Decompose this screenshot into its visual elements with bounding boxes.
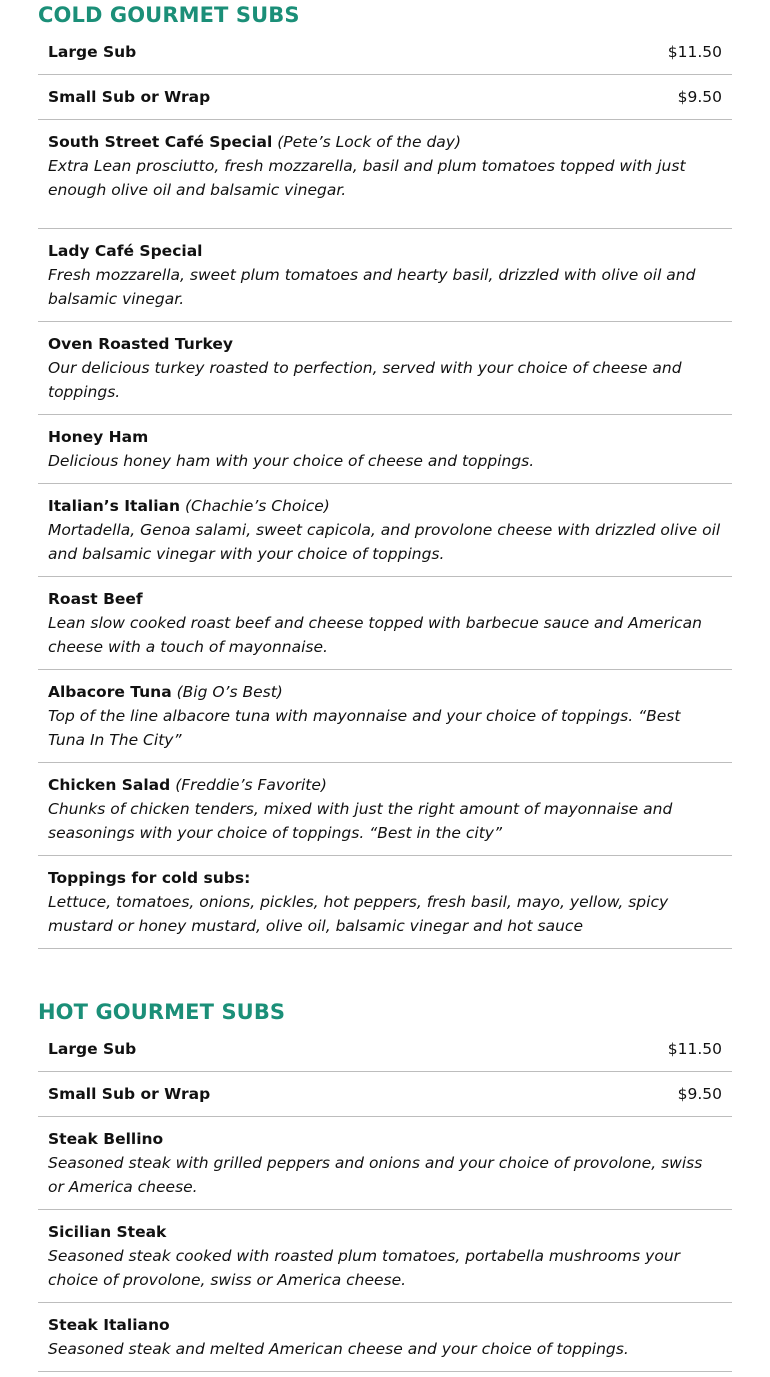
item-description: Chunks of chicken tenders, mixed with just the right amount of mayonnaise and seasonings with your choice of toppings. “Best in the city” [48, 800, 673, 842]
price-row [38, 30, 732, 75]
item-name: Oven Roasted Turkey [48, 335, 233, 353]
price-value: $9.50 [677, 1085, 722, 1103]
price-row-name: Large Sub [48, 1040, 137, 1058]
menu-item [38, 229, 732, 322]
item-name: Honey Ham [48, 428, 149, 446]
item-name: Italian’s Italian [48, 497, 181, 515]
price-value: $9.50 [677, 88, 722, 106]
item-name: Albacore Tuna [48, 683, 172, 701]
menu-item [38, 577, 732, 670]
section-title: HOT GOURMET SUBS [38, 1000, 286, 1024]
item-description: Lettuce, tomatoes, onions, pickles, hot peppers, fresh basil, mayo, yellow, spicy mustard or honey mustard, olive oil, balsamic vinegar and hot sauce [48, 893, 669, 935]
price-value: $11.50 [667, 43, 722, 61]
item-description: Seasoned steak and melted American cheese and your choice of toppings. [48, 1340, 629, 1358]
price-row [38, 1072, 732, 1117]
item-description: Seasoned steak with grilled peppers and onions and your choice of provolone, swiss or America cheese. [48, 1154, 703, 1196]
item-name: South Street Café Special [48, 133, 273, 151]
item-description: Lean slow cooked roast beef and cheese topped with barbecue sauce and American cheese with a touch of mayonnaise. [48, 614, 702, 656]
item-description: Top of the line albacore tuna with mayonnaise and your choice of toppings. “Best Tuna In The City” [48, 707, 681, 749]
item-name: Chicken Salad [48, 776, 171, 794]
menu-item [38, 1117, 732, 1210]
item-name: Steak Bellino [48, 1130, 164, 1148]
item-name: Lady Café Special [48, 242, 203, 260]
menu-item [38, 484, 732, 577]
price-row [38, 75, 732, 120]
item-description: Mortadella, Genoa salami, sweet capicola, and provolone cheese with drizzled olive oil and balsamic vinegar with your choice of toppings. [48, 521, 721, 563]
item-name: Roast Beef [48, 590, 143, 608]
menu-item [38, 1210, 732, 1303]
section-title: COLD GOURMET SUBS [38, 3, 300, 27]
price-row [38, 1027, 732, 1072]
cold-subs-section [38, 0, 732, 949]
menu-item [38, 1303, 732, 1372]
item-name: Steak Italiano [48, 1316, 170, 1334]
item-note: (Freddie’s Favorite) [175, 776, 327, 794]
menu-item [38, 322, 732, 415]
hot-subs-section [38, 997, 732, 1372]
item-description: Extra Lean prosciutto, fresh mozzarella, basil and plum tomatoes topped with just enough olive oil and balsamic vinegar. [48, 157, 686, 199]
price-row-name: Large Sub [48, 43, 137, 61]
item-name: Sicilian Steak [48, 1223, 167, 1241]
menu-item [38, 670, 732, 763]
menu-item [38, 415, 732, 484]
item-name: Toppings for cold subs: [48, 869, 251, 887]
menu-item [38, 120, 732, 229]
toppings-item [38, 856, 732, 949]
item-description: Our delicious turkey roasted to perfection, served with your choice of cheese and toppings. [48, 359, 682, 401]
item-note: (Pete’s Lock of the day) [277, 133, 462, 151]
item-note: (Chachie’s Choice) [184, 497, 330, 515]
price-row-name: Small Sub or Wrap [48, 88, 211, 106]
item-description: Fresh mozzarella, sweet plum tomatoes and hearty basil, drizzled with olive oil and balsamic vinegar. [48, 266, 696, 308]
item-description: Delicious honey ham with your choice of cheese and toppings. [48, 452, 535, 470]
item-note: (Big O’s Best) [176, 683, 283, 701]
menu-item [38, 763, 732, 856]
price-row-name: Small Sub or Wrap [48, 1085, 211, 1103]
item-description: Seasoned steak cooked with roasted plum tomatoes, portabella mushrooms your choice of provolone, swiss or America cheese. [48, 1247, 681, 1289]
price-value: $11.50 [667, 1040, 722, 1058]
